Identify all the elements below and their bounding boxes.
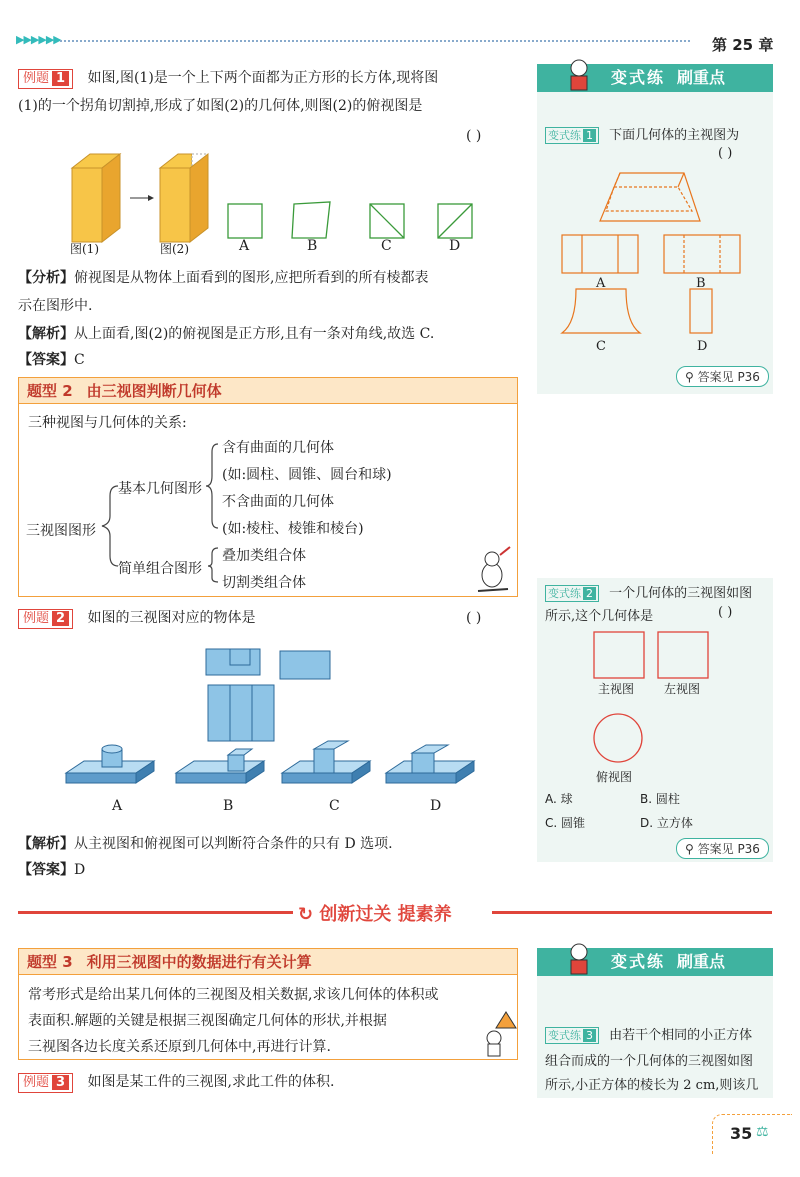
- ex2-option-b: B: [223, 798, 234, 814]
- v2-bracket: ( ): [718, 605, 733, 620]
- option-b-shape: [292, 202, 330, 238]
- v1-answer-link[interactable]: ⚲ 答案见 P36: [676, 366, 769, 387]
- warning-cartoon-icon: [478, 1010, 518, 1058]
- v1-opt-c: [562, 289, 640, 333]
- ex2-option-c: C: [329, 798, 340, 814]
- v2-opt-c: C. 圆锥: [545, 816, 586, 830]
- v2-figures: [590, 630, 720, 770]
- example1-analysis: 【分析】俯视图是从物体上面看到的图形,应把所看到的所有棱都表: [18, 270, 429, 286]
- figure1-cuboid: [72, 154, 120, 242]
- type2-root: 三视图图形: [26, 523, 96, 539]
- fig1-caption: 图(1): [70, 242, 99, 256]
- type2-curved: 含有曲面的几何体: [222, 440, 334, 456]
- v3-text: 变式练 3 由若干个相同的小正方体: [545, 1024, 752, 1044]
- v2-opt-d: D. 立方体: [640, 816, 693, 830]
- example1-solution: 【解析】从上面看,图(2)的俯视图是正方形,且有一条对角线,故选 C.: [18, 326, 435, 342]
- example1-figures: [60, 150, 500, 260]
- type2-cut: 切割类组合体: [222, 575, 306, 591]
- v1-bracket: ( ): [718, 146, 733, 161]
- example1-bracket: ( ): [466, 128, 482, 144]
- key-icon: ⚲: [685, 842, 694, 856]
- v2-front-label: 主视图: [598, 682, 635, 696]
- example2-answer: 【答案】D: [18, 862, 86, 878]
- example3-text: 例题 3 如图是某工件的三视图,求此工件的体积.: [18, 1068, 334, 1096]
- example2-text: 例题 2 如图的三视图对应的物体是: [18, 604, 256, 632]
- v3-tag: 变式练 3: [545, 1027, 599, 1044]
- section-title: ↻ 创新过关 提素养: [298, 904, 452, 925]
- type2-stack: 叠加类组合体: [222, 548, 306, 564]
- header-arrows: ▶▶▶▶▶▶: [16, 33, 61, 46]
- example1-tag: 例题 1: [18, 69, 73, 89]
- mascot-icon: [562, 56, 596, 94]
- compass-icon: ⚖: [756, 1124, 769, 1140]
- option-a-shape: [228, 204, 262, 238]
- cartoon-icon: [470, 545, 515, 595]
- type2-curved-eg: (如:圆柱、圆锥、圆台和球): [222, 467, 392, 483]
- right-panel-header-2: 变式练 刷重点: [537, 948, 773, 976]
- section-rule-right: [492, 911, 772, 914]
- section-rule-left: [18, 911, 293, 914]
- type3-line2: 表面积.解题的关键是根据三视图确定几何体的形状,并根据: [28, 1013, 387, 1029]
- v2-opt-b: B. 圆柱: [640, 792, 680, 806]
- type3-line1: 常考形式是给出某几何体的三视图及相关数据,求该几何体的体积或: [28, 987, 439, 1003]
- option-a-label: A: [239, 238, 250, 254]
- example1-text-2: (1)的一个拐角切割掉,形成了如图(2)的几何体,则图(2)的俯视图是: [18, 98, 423, 114]
- fig2-caption: 图(2): [160, 242, 189, 256]
- example2-solution: 【解析】从主视图和俯视图可以判断符合条件的只有 D 选项.: [18, 836, 393, 852]
- v1-opt-d-label: D: [697, 339, 708, 354]
- v2-top-label: 俯视图: [596, 770, 633, 784]
- v2-tag: 变式练 2: [545, 585, 599, 602]
- type2-basic: 基本几何图形: [118, 481, 202, 497]
- v3-text-2: 组合而成的一个几何体的三视图如图: [545, 1054, 754, 1069]
- page-number: 35: [730, 1124, 753, 1143]
- example1-answer: 【答案】C: [18, 352, 85, 368]
- v1-opt-c-label: C: [596, 339, 606, 354]
- v1-tag: 变式练 1: [545, 127, 599, 144]
- type2-flat-eg: (如:棱柱、棱锥和棱台): [222, 521, 364, 537]
- v1-opt-a-label: A: [596, 276, 606, 291]
- v1-opt-a: [562, 235, 638, 273]
- v2-opt-a: A. 球: [545, 792, 573, 806]
- v2-answer-link[interactable]: ⚲ 答案见 P36: [676, 838, 769, 859]
- example1-analysis-2: 示在图形中.: [18, 298, 93, 314]
- v1-text: 变式练 1 下面几何体的主视图为: [545, 124, 739, 144]
- v1-figures: [560, 165, 750, 340]
- type2-flat: 不含曲面的几何体: [222, 494, 334, 510]
- option-d-label: D: [449, 238, 461, 254]
- example3-tag: 例题 3: [18, 1073, 73, 1093]
- type3-line3: 三视图各边长度关系还原到几何体中,再进行计算.: [28, 1039, 331, 1055]
- example2-tag: 例题 2: [18, 609, 73, 629]
- key-icon: ⚲: [685, 370, 694, 384]
- v1-opt-d: [690, 289, 712, 333]
- ex2-option-d: D: [430, 798, 442, 814]
- option-b-label: B: [307, 238, 318, 254]
- v2-left-label: 左视图: [664, 682, 701, 696]
- ex2-option-a: A: [112, 798, 123, 814]
- v2-text-2: 所示,这个几何体是: [545, 609, 654, 624]
- option-c-label: C: [381, 238, 392, 254]
- figure2-cut-solid: [160, 154, 208, 242]
- section-icon: ↻: [298, 904, 314, 925]
- type2-combo: 简单组合图形: [118, 561, 202, 577]
- example2-figures: [60, 645, 480, 795]
- v1-opt-b-label: B: [696, 276, 706, 291]
- type3-header: 题型 3 利用三视图中的数据进行有关计算: [19, 949, 517, 975]
- v3-text-3: 所示,小正方体的棱长为 2 cm,则该几: [545, 1078, 759, 1093]
- mascot-icon: [562, 940, 596, 978]
- v2-text: 变式练 2 一个几何体的三视图如图: [545, 582, 752, 602]
- chapter-label: 第 25 章: [712, 36, 774, 54]
- type2-intro: 三种视图与几何体的关系:: [28, 415, 187, 431]
- header-rule: [60, 40, 690, 42]
- v1-opt-b: [664, 235, 740, 273]
- example1-text: 例题 1 如图,图(1)是一个上下两个面都为正方形的长方体,现将图: [18, 64, 518, 92]
- example2-bracket: ( ): [466, 610, 482, 626]
- type2-header: 题型 2 由三视图判断几何体: [19, 378, 517, 404]
- right-panel-header-1: 变式练 刷重点: [537, 64, 773, 92]
